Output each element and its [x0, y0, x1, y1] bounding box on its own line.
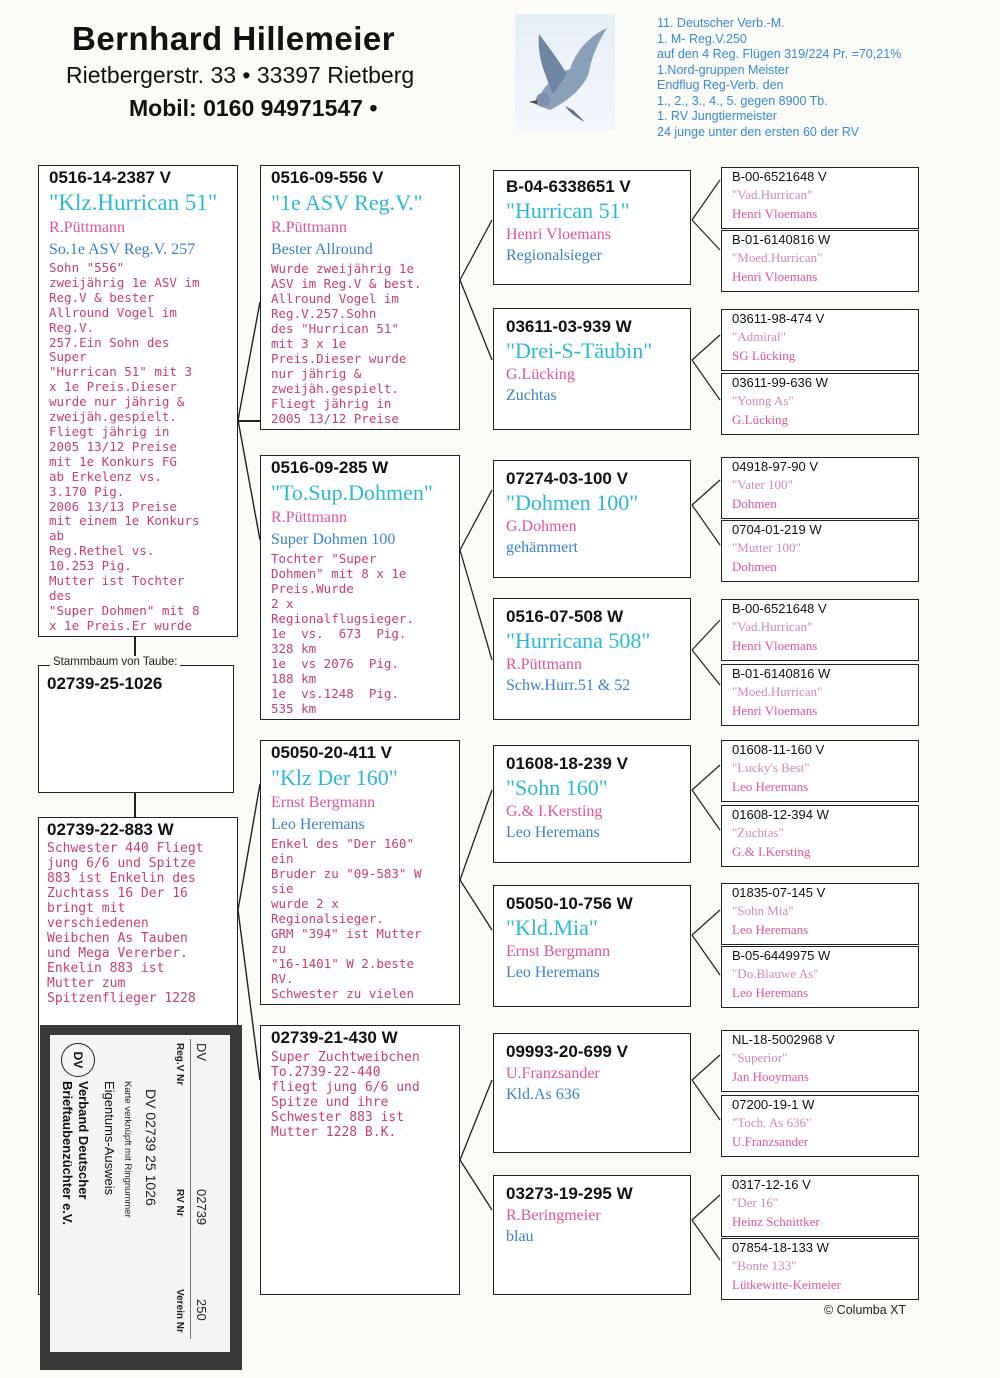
card-title: Eigentums-Ausweis — [102, 1080, 117, 1195]
gen3-box[interactable] — [493, 1033, 691, 1153]
gen4-name: "Vater 100" — [732, 477, 793, 492]
gen3-ring: B-04-6338651 V — [506, 177, 631, 196]
gen2-box[interactable] — [260, 1025, 460, 1295]
gen2-description: Super Zuchtweibchen To.2739-22-440 fliegt jung 6/6 und Spitze und ihre Schwester 883 ist Mutter 1228 B.K. — [271, 1050, 420, 1140]
gen4-box[interactable] — [721, 373, 919, 435]
sire-name: "Klz.Hurrican 51" — [49, 190, 218, 215]
card-col2-value: 02739 — [194, 1188, 209, 1225]
gen4-ring: 01608-12-394 W — [732, 807, 829, 822]
card-col2-label: RV Nr — [174, 1188, 185, 1217]
gen4-box[interactable] — [721, 520, 919, 582]
gen2-ring: 0516-09-285 W — [271, 458, 389, 477]
gen4-name: "Toch. As 636" — [732, 1115, 812, 1130]
gen4-ring: NL-18-5002968 V — [732, 1032, 835, 1047]
gen3-note: Kld.As 636 — [506, 1086, 580, 1103]
gen2-description: Enkel des "Der 160" ein Bruder zu "09-583" W sie wurde 2 x Regionalsieger. GRM "394" ist Mutter zu "16-1401" W 2.beste RV. Schwester zu vielen — [271, 836, 422, 1001]
card-col3-value: 250 — [194, 1298, 209, 1321]
card-org-2: Brieftaubenzüchter e.V. — [60, 1080, 75, 1225]
sire-ring: 0516-14-2387 V — [49, 168, 171, 187]
gen3-owner: R.Beringmeier — [506, 1207, 601, 1224]
gen4-box[interactable] — [721, 167, 919, 229]
gen4-ring: 07200-19-1 W — [732, 1097, 815, 1112]
breeder-address: Rietbergerstr. 33 • 33397 Rietberg — [66, 62, 415, 88]
card-subtitle: Karte verknüpft mit Ringnummer — [122, 1080, 133, 1218]
gen4-ring: 0317-12-16 V — [732, 1177, 811, 1192]
card-ringnumber: DV 02739 25 1026 — [143, 1088, 159, 1206]
gen3-note: Schw.Hurr.51 & 52 — [506, 677, 631, 694]
gen2-box[interactable] — [260, 455, 460, 720]
card-col3-label: Verein Nr — [174, 1288, 185, 1333]
gen3-box[interactable] — [493, 460, 691, 578]
gen4-box[interactable] — [721, 1030, 919, 1092]
gen3-owner: U.Franzsander — [506, 1065, 600, 1082]
gen2-ring: 05050-20-411 V — [271, 743, 392, 762]
gen4-box[interactable] — [721, 1238, 919, 1300]
gen2-owner: Ernst Bergmann — [271, 794, 376, 811]
gen3-ring: 03273-19-295 W — [506, 1184, 633, 1203]
gen4-owner: Leo Heremans — [732, 985, 809, 1000]
gen4-box[interactable] — [721, 599, 919, 661]
gen4-owner: Dohmen — [732, 559, 777, 574]
gen2-note: Bester Allround — [271, 241, 373, 258]
gen4-owner: Dohmen — [732, 496, 777, 511]
gen3-name: "Drei-S-Täubin" — [506, 338, 653, 363]
gen4-name: "Mutter 100" — [732, 540, 801, 555]
gen3-box[interactable] — [493, 308, 691, 430]
gen4-name: "Vad.Hurrican" — [732, 187, 813, 202]
gen2-note: Leo Heremans — [271, 816, 365, 833]
gen3-name: "Hurricana 508" — [506, 628, 651, 653]
card-logo-text: DV — [71, 1051, 85, 1068]
gen2-note: Super Dohmen 100 — [271, 531, 396, 548]
gen3-owner: G.Lücking — [506, 366, 575, 383]
subject-box[interactable] — [38, 665, 234, 793]
gen4-name: "Do.Blauwe As" — [732, 966, 819, 981]
gen4-name: "Young As" — [732, 393, 794, 408]
gen3-note: Leo Heremans — [506, 964, 600, 981]
gen4-name: "Moed.Hurrican" — [732, 250, 823, 265]
achievement-item: 1., 2., 3., 4., 5. gegen 8900 Tb. — [657, 93, 828, 108]
gen4-owner: Leo Heremans — [732, 922, 809, 937]
gen4-name: "Lucky's Best" — [732, 760, 810, 775]
gen4-owner: Jan Hooymans — [732, 1069, 809, 1084]
sire-note: So.1e ASV Reg.V. 257 — [49, 241, 196, 258]
gen4-ring: B-01-6140816 W — [732, 666, 831, 681]
gen4-ring: 01608-11-160 V — [732, 742, 825, 757]
achievement-item: 1. RV Jungtiermeister — [657, 109, 777, 123]
gen4-name: "Der 16" — [732, 1195, 779, 1210]
gen4-ring: B-00-6521648 V — [732, 601, 827, 616]
gen4-name: "Sohn Mia" — [732, 903, 794, 918]
gen4-ring: 0704-01-219 W — [732, 522, 822, 537]
gen2-ring: 0516-09-556 V — [271, 168, 384, 187]
sire-description: Sohn "556" zweijährig 1e ASV im Reg.V & bester Allround Vogel im Reg.V. 257.Ein Sohn des Super "Hurrican 51" mit 3 x 1e Preis.Dieser wurde nur jährig & zweijäh.gespielt. Fliegt jährig in 2005 13/12 Preise mit 1e Konkurs FG ab Erkelenz vs. 3.170 Pig. 2006 13/13 Preise mit einem 1e Konkurs ab Reg.Rethel vs. 10.253 Pig. Mutter ist Tochter des "Super Dohmen" mit 8 x 1e Preis.Er wurde — [49, 260, 200, 633]
gen3-box[interactable] — [493, 1175, 691, 1295]
gen4-owner: G.Lücking — [732, 412, 788, 427]
gen2-owner: R.Püttmann — [271, 219, 348, 236]
card-org-1: Verband Deutscher — [76, 1080, 91, 1199]
gen2-description: Wurde zweijährig 1e ASV im Reg.V & best. Allround Vogel im Reg.V.257.Sohn des "Hurrican 51" mit 3 x 1e Preis.Dieser wurde nur jährig & zweijäh.gespielt. Fliegt jährig in 2005 13/12 Preise — [271, 261, 422, 426]
breeder-name: Bernhard Hillemeier — [72, 20, 396, 57]
gen4-owner: Henri Vloemans — [732, 206, 818, 221]
gen4-name: "Zuchtas" — [732, 825, 784, 840]
gen3-box[interactable] — [493, 745, 691, 863]
gen4-box[interactable] — [721, 740, 919, 802]
gen4-name: "Admiral" — [732, 329, 786, 344]
gen3-name: "Hurrican 51" — [506, 198, 630, 223]
gen4-box[interactable] — [721, 883, 919, 945]
gen4-box[interactable] — [721, 457, 919, 519]
gen3-owner: Ernst Bergmann — [506, 943, 611, 960]
footer-copyright: © Columba XT — [824, 1303, 907, 1317]
gen4-owner: Henri Vloemans — [732, 703, 818, 718]
gen3-ring: 09993-20-699 V — [506, 1042, 628, 1061]
gen2-ring: 02739-21-430 W — [271, 1028, 398, 1047]
gen3-ring: 01608-18-239 V — [506, 754, 628, 773]
card-col1-value: DV — [194, 1042, 209, 1061]
gen3-note: Leo Heremans — [506, 824, 600, 841]
gen3-ring: 07274-03-100 V — [506, 469, 628, 488]
gen3-ring: 0516-07-508 W — [506, 607, 624, 626]
gen3-name: "Kld.Mia" — [506, 915, 598, 940]
gen4-box[interactable] — [721, 230, 919, 292]
gen4-owner: U.Franzsander — [732, 1134, 809, 1149]
gen4-box[interactable] — [721, 805, 919, 867]
gen4-owner: G.& I.Kersting — [732, 844, 811, 859]
gen4-owner: Lütkewitte-Keimeier — [732, 1277, 842, 1292]
dam-ring: 02739-22-883 W — [47, 820, 174, 839]
sire-owner: R.Püttmann — [49, 219, 126, 236]
gen2-description: Tochter "Super Dohmen" mit 8 x 1e Preis.Wurde 2 x Regionalflugsieger. 1e vs. 673 Pig. 328 km 1e vs 2076 Pig. 188 km 1e vs.1248 Pig. 535 km — [271, 551, 414, 716]
breeder-mobile: Mobil: 0160 94971547 • — [129, 95, 378, 121]
gen4-box[interactable] — [721, 1095, 919, 1157]
gen4-box[interactable] — [721, 1175, 919, 1237]
gen3-name: "Dohmen 100" — [506, 490, 639, 515]
gen4-name: "Vad.Hurrican" — [732, 619, 813, 634]
gen4-ring: 03611-99-636 W — [732, 375, 828, 390]
gen4-name: "Moed.Hurrican" — [732, 684, 823, 699]
gen3-box[interactable] — [493, 598, 691, 720]
achievement-item: 24 junge unter den ersten 60 der RV — [657, 124, 859, 139]
gen4-box[interactable] — [721, 309, 919, 371]
gen3-owner: R.Püttmann — [506, 656, 583, 673]
gen4-ring: B-01-6140816 W — [732, 232, 831, 247]
gen4-ring: 07854-18-133 W — [732, 1240, 829, 1255]
gen3-note: blau — [506, 1228, 534, 1245]
subject-label: Stammbaum von Taube: — [50, 656, 180, 668]
gen2-box[interactable] — [260, 165, 460, 430]
achievements-list — [657, 16, 901, 140]
gen3-owner: G.& I.Kersting — [506, 803, 603, 820]
gen3-note: gehämmert — [506, 539, 578, 556]
sire-box[interactable] — [38, 165, 238, 637]
gen4-owner: Henri Vloemans — [732, 269, 818, 284]
gen2-name: "1e ASV Reg.V." — [271, 190, 423, 215]
gen4-owner: Heinz Schnittker — [732, 1214, 820, 1229]
gen4-owner: SG Lücking — [732, 348, 796, 363]
gen3-box[interactable] — [493, 170, 691, 285]
gen3-owner: Henri Vloemans — [506, 226, 612, 243]
achievement-item: 11. Deutscher Verb.-M. — [657, 16, 785, 30]
gen4-owner: Henri Vloemans — [732, 638, 818, 653]
gen4-name: "Bonte 133" — [732, 1258, 797, 1273]
gen2-owner: R.Püttmann — [271, 509, 348, 526]
gen2-name: "To.Sup.Dohmen" — [271, 480, 433, 505]
dam-description: Schwester 440 Fliegt jung 6/6 und Spitze 883 ist Enkelin des Zuchtass 16 Der 16 bringt mit verschiedenen Weibchen As Tauben und Mega Vererber. Enkelin 883 ist Mutter zum Spitzenflieger 1228 — [47, 841, 204, 1006]
achievement-item: Endflug Reg-Verb. den — [657, 78, 784, 92]
gen4-box[interactable] — [721, 946, 919, 1008]
gen4-ring: 03611-98-474 V — [732, 311, 825, 326]
achievement-item: 1.Nord-gruppen Meister — [657, 62, 790, 77]
ownership-card — [40, 1025, 242, 1370]
gen2-box[interactable] — [260, 740, 460, 1005]
gen4-ring: B-00-6521648 V — [732, 169, 827, 184]
gen4-ring: 04918-97-90 V — [732, 459, 819, 474]
achievement-item: auf den 4 Reg. Flügen 319/224 Pr. =70,21% — [657, 47, 902, 61]
gen3-note: Zuchtas — [506, 387, 557, 404]
gen3-ring: 03611-03-939 W — [506, 317, 632, 336]
gen4-ring: 01835-07-145 V — [732, 885, 826, 900]
gen2-name: "Klz Der 160" — [271, 765, 398, 790]
card-col1-label: Reg.V Nr — [174, 1042, 185, 1085]
pigeon-image — [515, 14, 615, 130]
gen4-name: "Superior" — [732, 1050, 788, 1065]
gen3-note: Regionalsieger — [506, 247, 602, 264]
gen3-name: "Sohn 160" — [506, 775, 608, 800]
gen3-owner: G.Dohmen — [506, 518, 577, 535]
achievement-item: 1. M- Reg.V.250 — [657, 31, 747, 46]
gen3-box[interactable] — [493, 885, 691, 1007]
gen3-ring: 05050-10-756 W — [506, 894, 633, 913]
subject-ring: 02739-25-1026 — [47, 674, 163, 693]
gen4-box[interactable] — [721, 664, 919, 726]
card-logo-icon — [61, 1043, 95, 1077]
gen4-owner: Leo Heremans — [732, 779, 809, 794]
gen4-ring: B-05-6449975 W — [732, 948, 831, 963]
